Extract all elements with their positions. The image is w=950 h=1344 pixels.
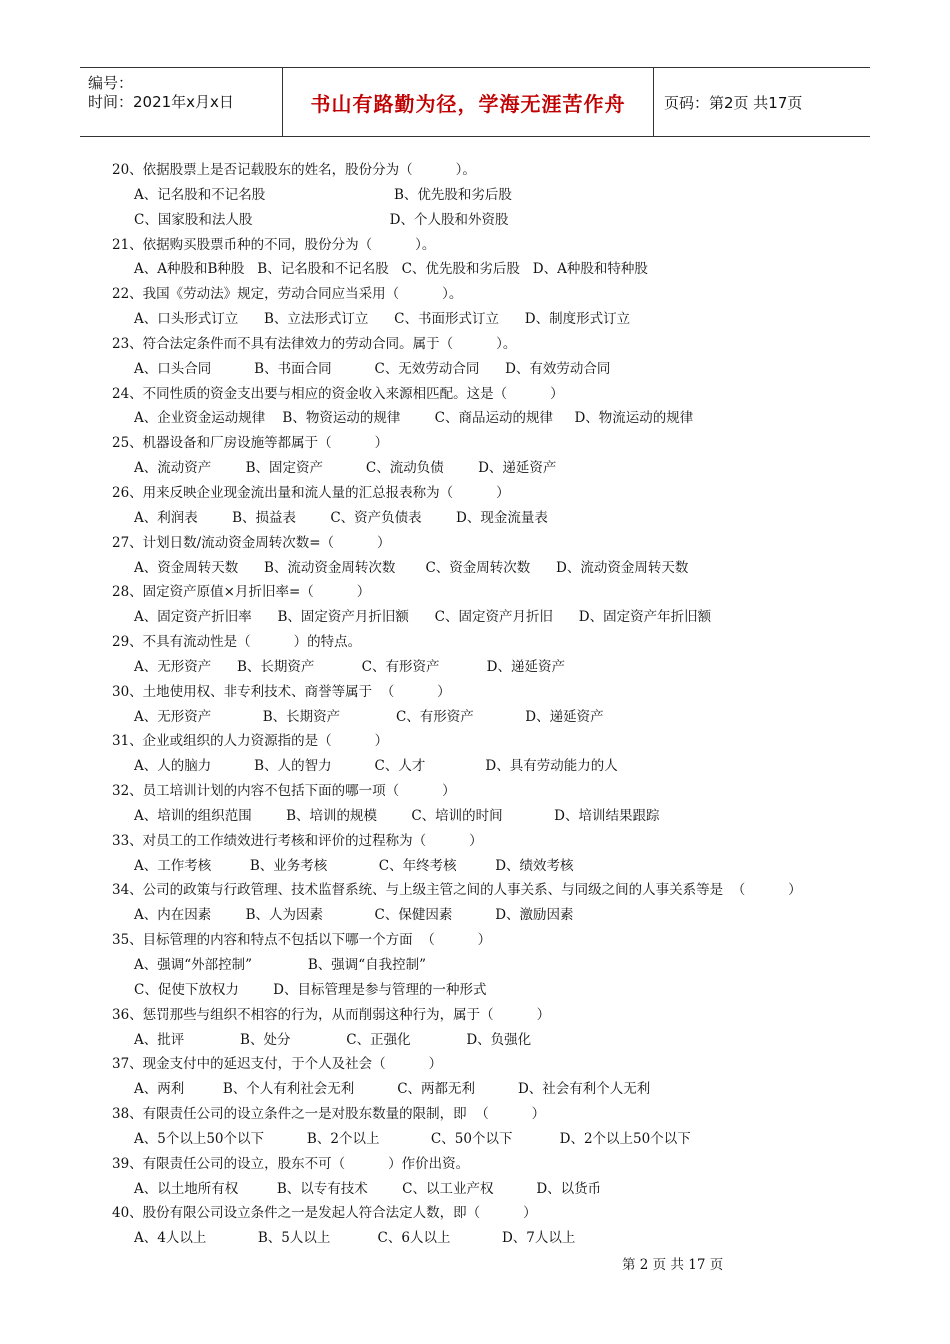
question-options: A、4人以上 B、5人以上 C、6人以上 D、7人以上 xyxy=(134,1230,576,1247)
question-stem: 37、现金支付中的延迟支付，于个人及社会（ ） xyxy=(112,1056,443,1073)
header-motto: 书山有路勤为径，学海无涯苦作舟 xyxy=(283,68,654,136)
question-options: A、记名股和不记名股 B、优先股和劣后股 xyxy=(134,186,512,203)
question-item xyxy=(112,1003,852,1053)
question-stem: 29、不具有流动性是（ ）的特点。 xyxy=(112,634,362,651)
question-item xyxy=(112,481,852,531)
page-footer: 第 2 页 共 17 页 xyxy=(622,1257,724,1273)
document-number-label: 编号： xyxy=(88,74,134,92)
question-options: A、两利 B、个人有利社会无利 C、两都无利 D、社会有利个人无利 xyxy=(134,1081,651,1098)
question-item xyxy=(112,1152,852,1202)
question-stem: 39、有限责任公司的设立，股东不可（ ）作价出资。 xyxy=(112,1155,470,1172)
question-stem: 31、企业或组织的人力资源指的是（ ） xyxy=(112,733,389,750)
question-options: A、流动资产 B、固定资产 C、流动负债 D、递延资产 xyxy=(134,460,557,477)
question-options: A、工作考核 B、业务考核 C、年终考核 D、绩效考核 xyxy=(134,857,574,874)
question-stem: 40、股份有限公司设立条件之一是发起人符合法定人数，即（ ） xyxy=(112,1205,537,1222)
question-options: A、5个以上50个以下 B、2个以上 C、50个以下 D、2个以上50个以下 xyxy=(134,1130,691,1147)
question-stem: 32、员工培训计划的内容不包括下面的哪一项（ ） xyxy=(112,783,456,800)
question-stem: 25、机器设备和厂房设施等都属于（ ） xyxy=(112,435,389,452)
question-item xyxy=(112,630,852,680)
question-stem: 21、依据购买股票币种的不同，股份分为（ ）。 xyxy=(112,236,436,253)
question-item xyxy=(112,282,852,332)
question-item xyxy=(112,680,852,730)
question-item xyxy=(112,580,852,630)
question-item xyxy=(112,332,852,382)
question-stem: 38、有限责任公司的设立条件之一是对股东数量的限制，即 （ ） xyxy=(112,1106,546,1123)
question-options: A、批评 B、处分 C、正强化 D、负强化 xyxy=(134,1031,532,1048)
question-item xyxy=(112,158,852,233)
page-header xyxy=(80,67,870,137)
question-options: A、口头形式订立 B、立法形式订立 C、书面形式订立 D、制度形式订立 xyxy=(134,311,631,328)
question-stem: 20、依据股票上是否记载股东的姓名，股份分为（ ）。 xyxy=(112,162,476,178)
question-item xyxy=(112,779,852,829)
question-stem: 24、不同性质的资金支出要与相应的资金收入来源相匹配。这是（ ） xyxy=(112,385,564,402)
question-stem: 22、我国《劳动法》规定，劳动合同应当采用（ ）。 xyxy=(112,286,463,303)
header-meta xyxy=(80,68,283,136)
question-item xyxy=(112,431,852,481)
question-stem: 34、公司的政策与行政管理、技术监督系统、与上级主管之间的人事关系、与同级之间的人事关系等是 （ ） xyxy=(112,882,802,899)
question-options: A、无形资产 B、长期资产 C、有形资产 D、递延资产 xyxy=(134,708,604,725)
question-item xyxy=(112,729,852,779)
question-options: A、内在因素 B、人为因素 C、保健因素 D、激励因素 xyxy=(134,907,574,924)
question-options: A、固定资产折旧率 B、固定资产月折旧额 C、固定资产月折旧 D、固定资产年折旧额 xyxy=(134,609,712,626)
question-options: A、人的脑力 B、人的智力 C、人才 D、具有劳动能力的人 xyxy=(134,758,618,775)
question-item xyxy=(112,1102,852,1152)
question-item xyxy=(112,928,852,1003)
question-stem: 26、用来反映企业现金流出量和流人量的汇总报表称为（ ） xyxy=(112,484,510,501)
question-item xyxy=(112,531,852,581)
question-options: C、促使下放权力 D、目标管理是参与管理的一种形式 xyxy=(134,981,487,998)
question-options: A、资金周转天数 B、流动资金周转次数 C、资金周转次数 D、流动资金周转天数 xyxy=(134,559,689,576)
question-item xyxy=(112,829,852,879)
question-item xyxy=(112,878,852,928)
question-options: A、口头合同 B、书面合同 C、无效劳动合同 D、有效劳动合同 xyxy=(134,360,611,377)
question-options: A、无形资产 B、长期资产 C、有形资产 D、递延资产 xyxy=(134,658,565,675)
question-item xyxy=(112,382,852,432)
document-date: 时间：2021年x月x日 xyxy=(88,93,234,111)
question-item xyxy=(112,233,852,283)
question-list xyxy=(112,158,852,1251)
question-stem: 36、惩罚那些与组织不相容的行为，从而削弱这种行为，属于（ ） xyxy=(112,1006,551,1023)
question-options: A、利润表 B、损益表 C、资产负债表 D、现金流量表 xyxy=(134,509,548,526)
header-page-info: 页码：第2页 共17页 xyxy=(664,93,803,112)
question-stem: 27、计划日数/流动资金周转次数=（ ） xyxy=(112,534,391,551)
question-stem: 28、固定资产原值×月折旧率=（ ） xyxy=(112,584,371,601)
question-stem: 30、土地使用权、非专利技术、商誉等属于 （ ） xyxy=(112,683,451,700)
question-stem: 35、目标管理的内容和特点不包括以下哪一个方面 （ ） xyxy=(112,932,492,949)
question-stem: 33、对员工的工作绩效进行考核和评价的过程称为（ ） xyxy=(112,832,483,849)
question-options: A、强调“外部控制” B、强调“自我控制” xyxy=(134,957,427,973)
question-options: A、企业资金运动规律 B、物资运动的规律 C、商品运动的规律 D、物流运动的规律 xyxy=(134,410,694,427)
question-options: A、A种股和B种股 B、记名股和不记名股 C、优先股和劣后股 D、A种股和特种股 xyxy=(134,261,648,278)
question-item xyxy=(112,1201,852,1251)
question-options: A、培训的组织范围 B、培训的规模 C、培训的时间 D、培训结果跟踪 xyxy=(134,807,660,824)
question-item xyxy=(112,1052,852,1102)
question-stem: 23、符合法定条件而不具有法律效力的劳动合同。属于（ ）。 xyxy=(112,335,517,352)
question-options: C、国家股和法人股 D、个人股和外资股 xyxy=(134,211,509,228)
question-options: A、以土地所有权 B、以专有技术 C、以工业产权 D、以货币 xyxy=(134,1180,602,1197)
